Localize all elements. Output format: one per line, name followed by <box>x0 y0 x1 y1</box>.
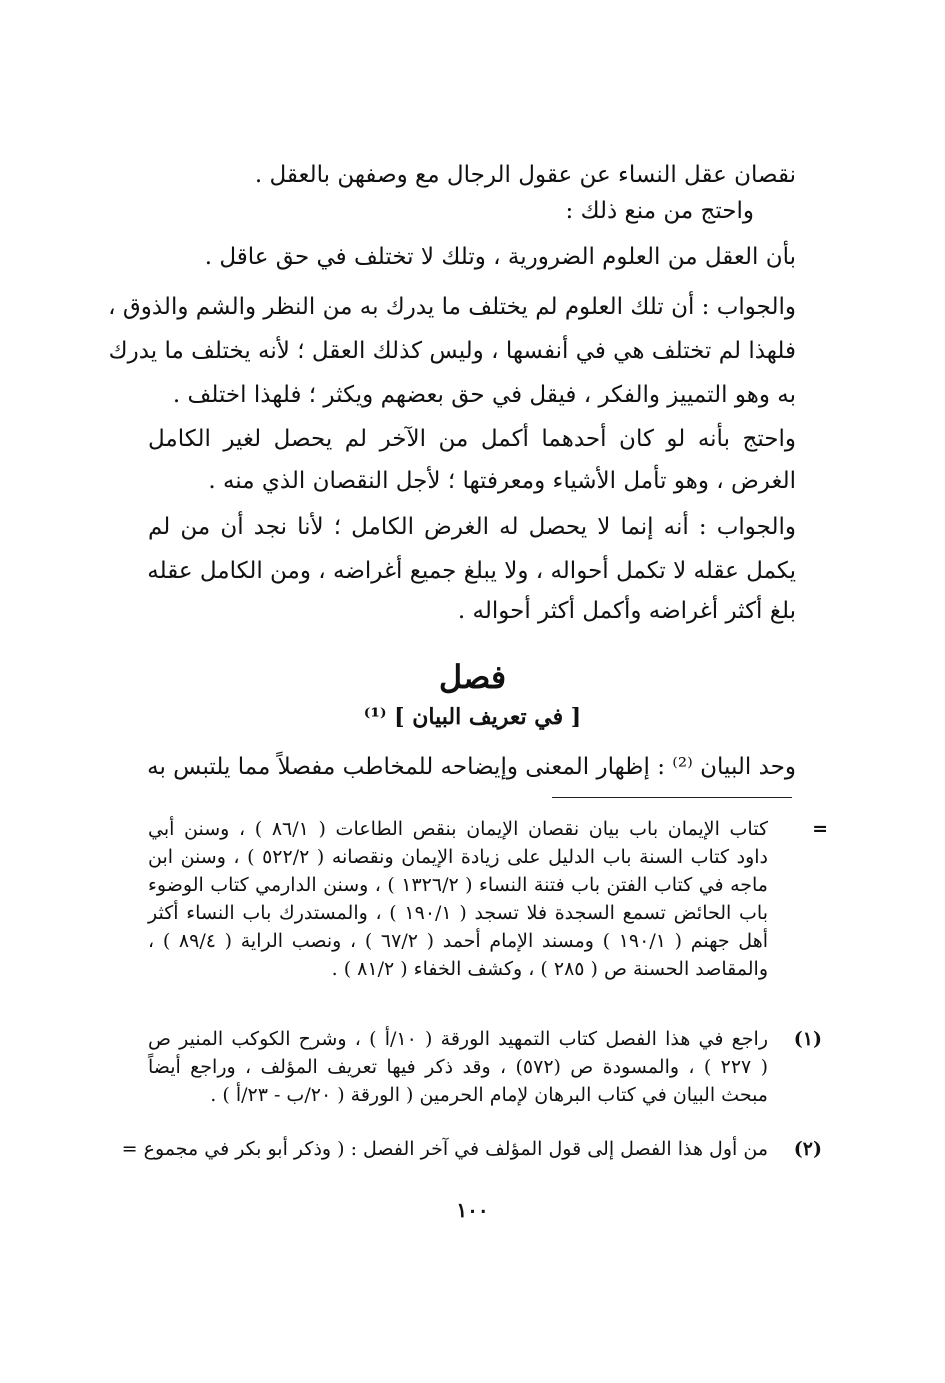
text-line: وحد البيان ⁽²⁾ : إظهار المعنى وإيضاحه للمخاطب مفصلاً مما يلتبس به <box>147 754 796 780</box>
footnote-line: أهل جهنم ( ١٩٠/١ ) ومسند الإمام أحمد ( ٦٧/٢ ) ، ونصب الراية ( ٨٩/٤ ) ، <box>148 930 768 952</box>
text-line: بلغ أكثر أغراضه وأكمل أكثر أحواله . <box>457 598 796 624</box>
text-line: نقصان عقل النساء عن عقول الرجال مع وصفهن بالعقل . <box>254 162 796 188</box>
section-subtitle: [ في تعريف البيان ] ⁽¹⁾ <box>363 704 582 730</box>
text-line: واحتج بأنه لو كان أحدهما أكمل من الآخر لم يحصل لغير الكامل <box>148 426 796 452</box>
footnote-line: كتاب الإيمان باب بيان نقصان الإيمان بنقص الطاعات ( ٨٦/١ ) ، وسنن أبي <box>148 818 768 840</box>
section-title: فصل <box>438 658 507 696</box>
footnote-marker: = <box>812 818 828 840</box>
footnote-line: باب الحائض تسمع السجدة فلا تسجد ( ١٩٠/١ ) ، والمستدرك باب النساء أكثر <box>148 902 768 924</box>
footnote-1 <box>148 1026 822 1116</box>
footnote-continuation <box>148 816 828 986</box>
footnote-separator <box>552 797 792 798</box>
text-line: واحتج من منع ذلك : <box>565 198 754 224</box>
footnote-line: راجع في هذا الفصل كتاب التمهيد الورقة ( ١٠/أ ) ، وشرح الكوكب المنير ص <box>148 1028 768 1050</box>
text-line: به وهو التمييز والفكر ، فيقل في حق بعضهم ويكثر ؛ فلهذا اختلف . <box>172 382 796 408</box>
footnote-marker: (٢) <box>793 1138 822 1160</box>
footnote-line: مبحث البيان في كتاب البرهان لإمام الحرمين ( الورقة ( ٢٠/ب - ٢٣/أ ) . <box>210 1084 768 1106</box>
footnote-line: ( ٢٢٧ ) ، والمسودة ص (٥٧٢) ، وقد ذكر فيها تعريف المؤلف ، وراجع أيضاً <box>148 1056 769 1078</box>
text-line: والجواب : أنه إنما لا يحصل له الغرض الكامل ؛ لأنا نجد أن من لم <box>148 514 796 540</box>
footnote-line: ماجه في كتاب الفتن باب فتنة النساء ( ١٣٢٦/٢ ) ، وسنن الدارمي كتاب الوضوء <box>148 874 768 896</box>
footnote-line: والمقاصد الحسنة ص ( ٢٨٥ ) ، وكشف الخفاء ( ٨١/٢ ) . <box>331 958 768 980</box>
main-text <box>108 0 796 640</box>
text-line: والجواب : أن تلك العلوم لم يختلف ما يدرك به من النظر والشم والذوق ، <box>108 294 796 320</box>
footnote-line: داود كتاب السنة باب الدليل على زيادة الإيمان ونقصانه ( ٥٢٢/٢ ) ، وسنن ابن <box>148 846 768 868</box>
text-line: فلهذا لم تختلف هي في أنفسها ، وليس كذلك العقل ؛ لأنه يختلف ما يدرك <box>108 338 796 364</box>
footnote-line: من أول هذا الفصل إلى قول المؤلف في آخر الفصل : ( وذكر أبو بكر في مجموع = <box>121 1138 768 1160</box>
page-number: ١٠٠ <box>456 1198 489 1222</box>
footnote-2 <box>121 1136 822 1166</box>
text-line: يكمل عقله لا تكمل أحواله ، ولا يبلغ جميع أغراضه ، ومن الكامل عقله <box>147 558 796 584</box>
text-line: بأن العقل من العلوم الضرورية ، وتلك لا تختلف في حق عاقل . <box>204 244 796 270</box>
text-line: الغرض ، وهو تأمل الأشياء ومعرفتها ؛ لأجل النقصان الذي منه . <box>208 468 796 494</box>
footnote-marker: (١) <box>793 1028 822 1050</box>
